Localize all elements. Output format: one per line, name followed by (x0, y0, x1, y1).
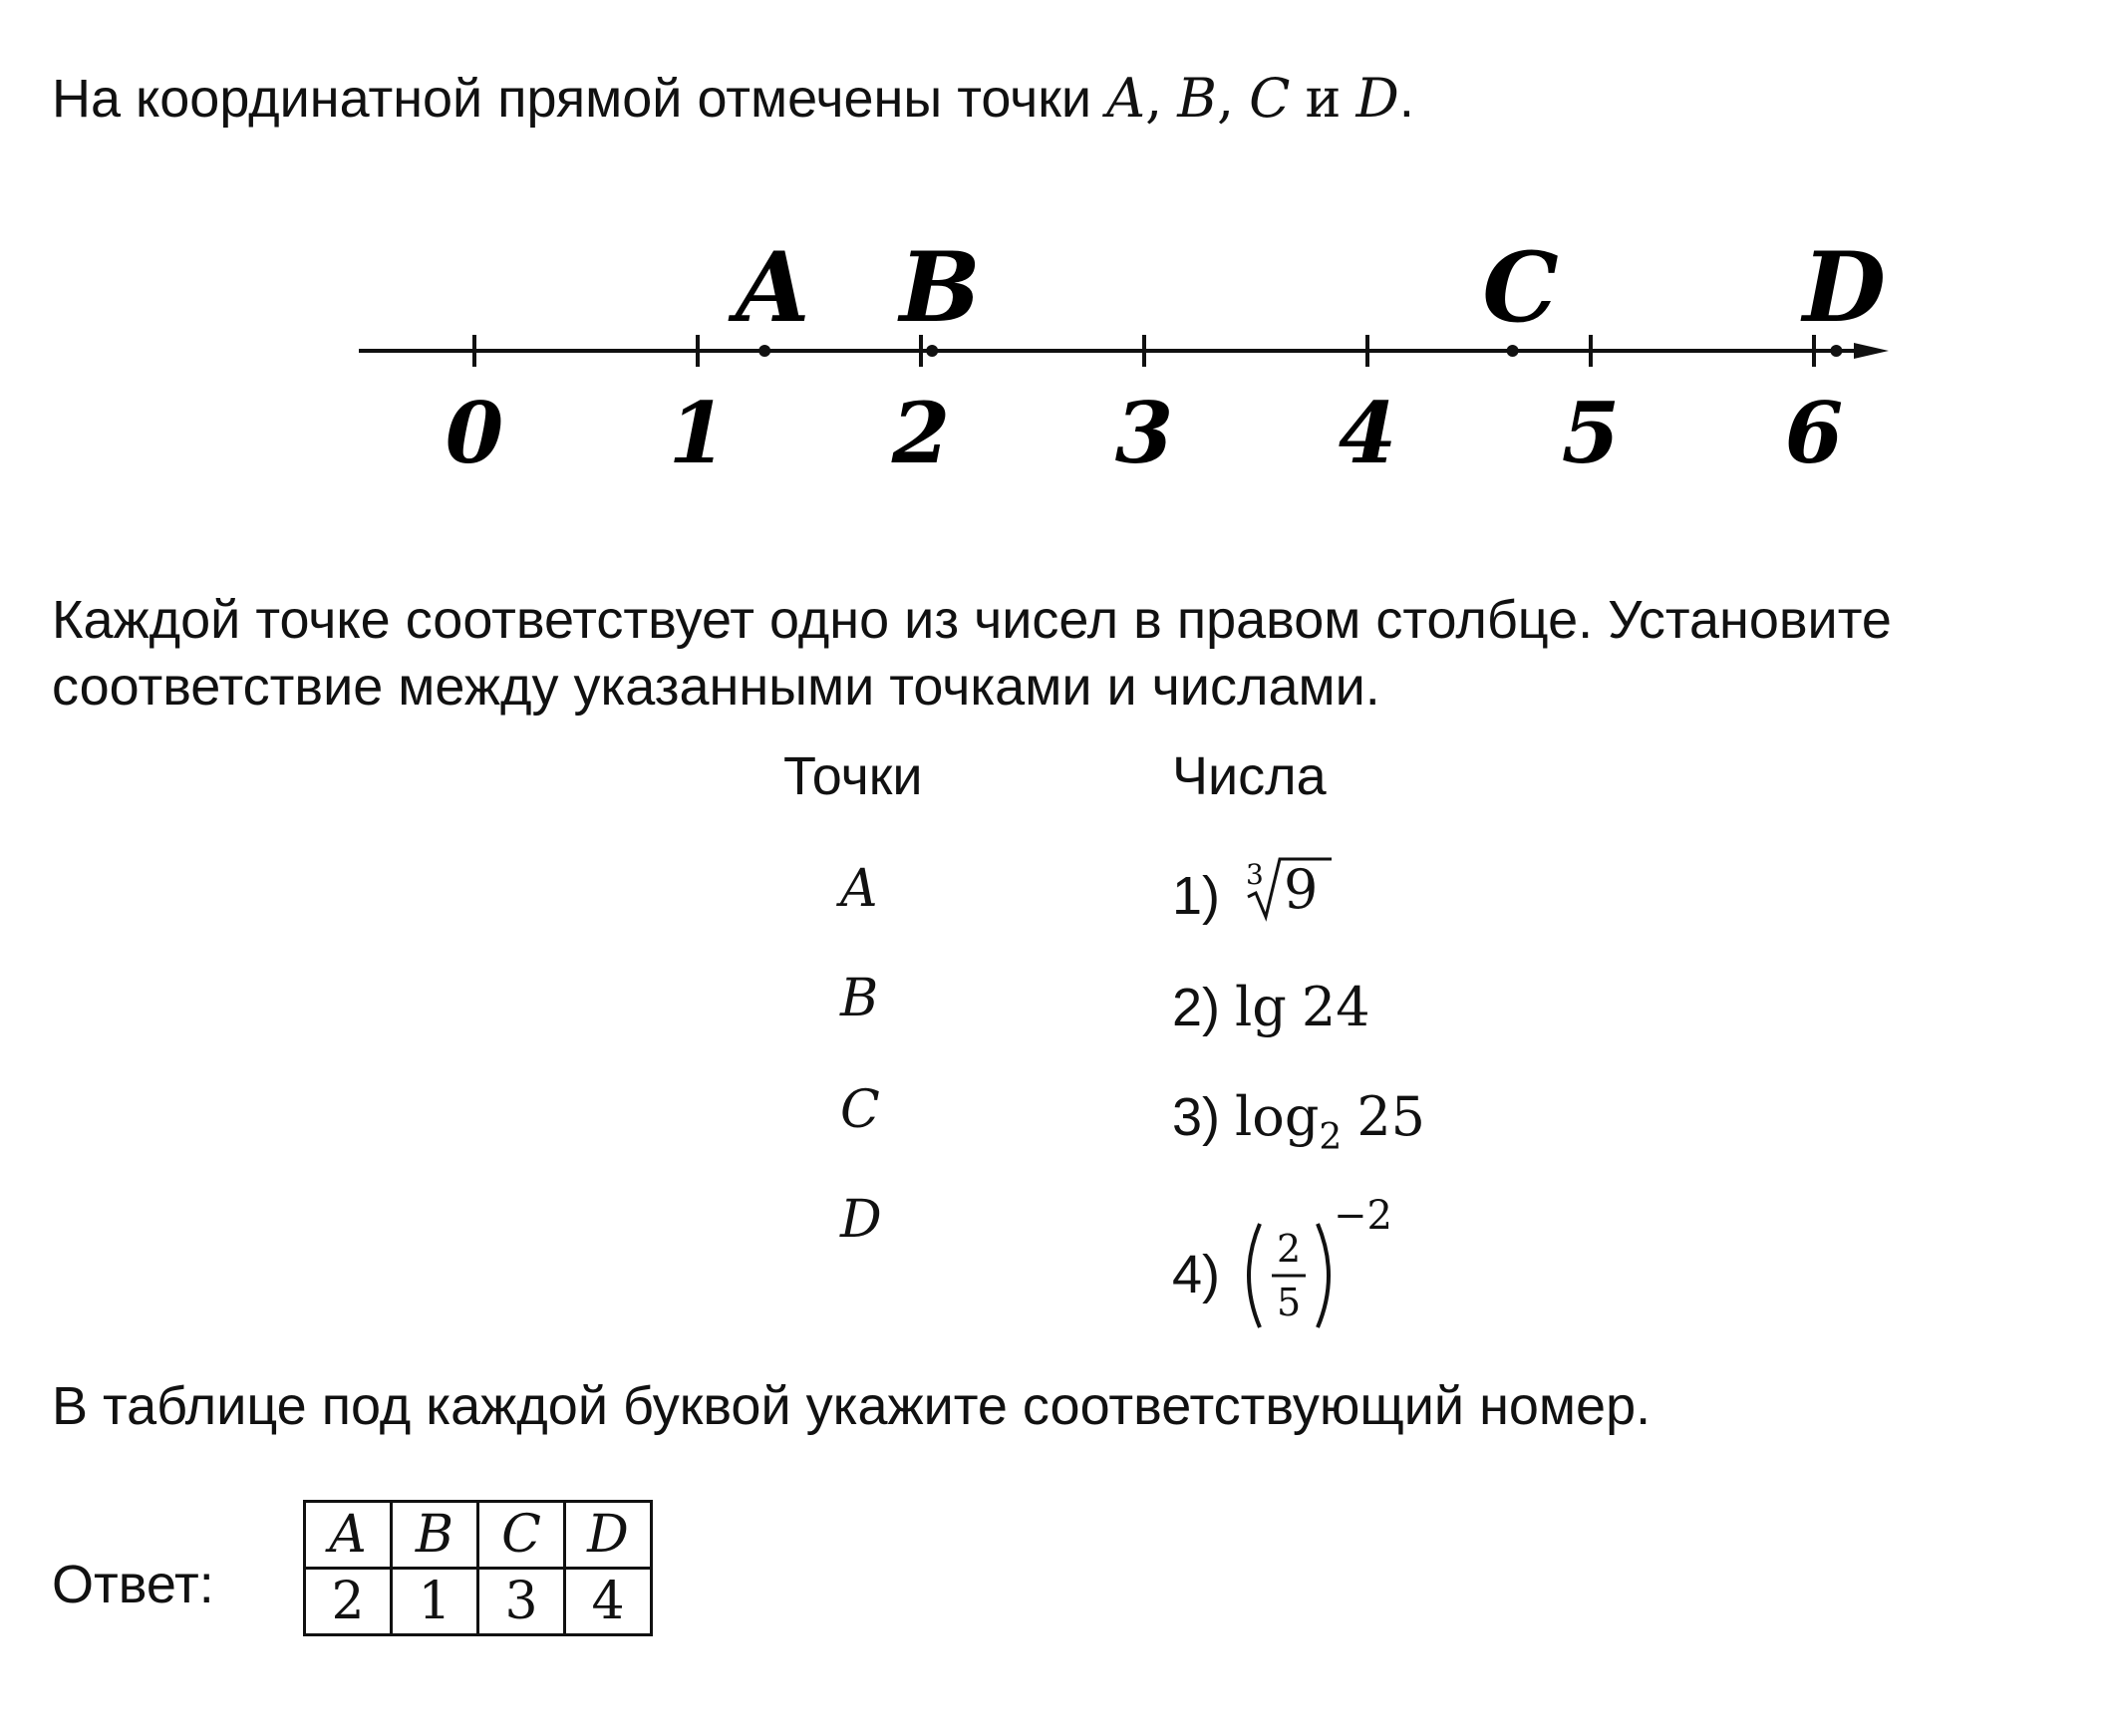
point-c-marker-label: C (1482, 231, 1559, 344)
point-a-marker-label: A (735, 231, 810, 344)
tick-label-5: 5 (1561, 384, 1621, 482)
answer-header-a: A (305, 1502, 392, 1569)
cube-root-expression (1244, 855, 1334, 925)
number-option-2 (1172, 976, 1370, 1038)
fraction-power-expression (1236, 1193, 1405, 1335)
lg-function: lg (1235, 976, 1287, 1038)
number-option-1-index: 1) (1172, 866, 1221, 926)
answer-value-a[interactable]: 2 (305, 1569, 392, 1635)
point-d-dot (1830, 345, 1842, 357)
intro-letter-b: B (1177, 67, 1217, 130)
fraction-numerator: 2 (1277, 1227, 1302, 1271)
answer-value-d[interactable]: 4 (565, 1569, 652, 1635)
instruction-line-2: соответствие между указанными точками и числами. (52, 657, 1380, 717)
answer-header-d: D (565, 1502, 652, 1569)
answer-value-b[interactable]: 1 (392, 1569, 478, 1635)
point-b-label: B (840, 969, 879, 1028)
intro-sentence: На координатной прямой отмечены точки A, B, C и D. (52, 67, 1414, 130)
intro-letter-a: A (1106, 67, 1146, 130)
instruction-line-1: Каждой точке соответствует одно из чисел в правом столбце. Установите (52, 590, 1892, 650)
table-prompt: В таблице под каждой буквой укажите соответствующий номер. (52, 1376, 1652, 1436)
point-b-dot (926, 345, 938, 357)
number-option-4: 4) (1172, 1245, 1221, 1304)
answer-value-c[interactable]: 3 (478, 1569, 565, 1635)
log-base: 2 (1319, 1117, 1343, 1158)
log-function: log (1235, 1085, 1320, 1148)
intro-conjunction: и (1305, 67, 1342, 130)
answer-value-row (305, 1569, 652, 1635)
points-column-header: Точки (783, 746, 923, 806)
point-a-dot (758, 345, 770, 357)
answer-table (303, 1500, 653, 1636)
answer-header-b: B (392, 1502, 478, 1569)
point-c-label: C (840, 1080, 880, 1140)
number-option-3 (1172, 1085, 1426, 1158)
number-option-3-index: 3) (1172, 1087, 1221, 1147)
answer-header-c: C (478, 1502, 565, 1569)
tick-label-3: 3 (1114, 384, 1174, 482)
lg-argument: 24 (1301, 976, 1370, 1038)
axis-arrow-icon (1854, 343, 1889, 359)
intro-end: . (1398, 69, 1414, 129)
tick-label-4: 4 (1338, 384, 1397, 482)
root-index: 3 (1246, 858, 1264, 891)
radicand: 9 (1284, 858, 1319, 921)
power-exponent: −2 (1334, 1193, 1392, 1239)
intro-letter-c: C (1249, 67, 1291, 130)
fraction-denominator: 5 (1277, 1281, 1302, 1324)
number-line (0, 0, 2102, 518)
log-argument: 25 (1356, 1085, 1426, 1148)
tick-label-6: 6 (1784, 384, 1844, 482)
point-d-marker-label: D (1802, 231, 1887, 344)
answer-label: Ответ: (52, 1555, 214, 1614)
answer-header-row (305, 1502, 652, 1569)
numbers-column-header: Числа (1172, 746, 1327, 806)
number-option-2-index: 2) (1172, 978, 1221, 1037)
point-b-marker-label: B (899, 231, 981, 344)
tick-label-0: 0 (445, 384, 504, 482)
intro-text: На координатной прямой отмечены точки (52, 69, 1092, 129)
tick-label-2: 2 (891, 384, 951, 482)
point-d-label: D (840, 1190, 882, 1250)
tick-label-1: 1 (668, 384, 728, 482)
point-c-dot (1507, 345, 1519, 357)
intro-letter-d: D (1355, 67, 1399, 130)
point-a-label: A (840, 859, 878, 919)
number-option-1 (1172, 866, 1221, 926)
